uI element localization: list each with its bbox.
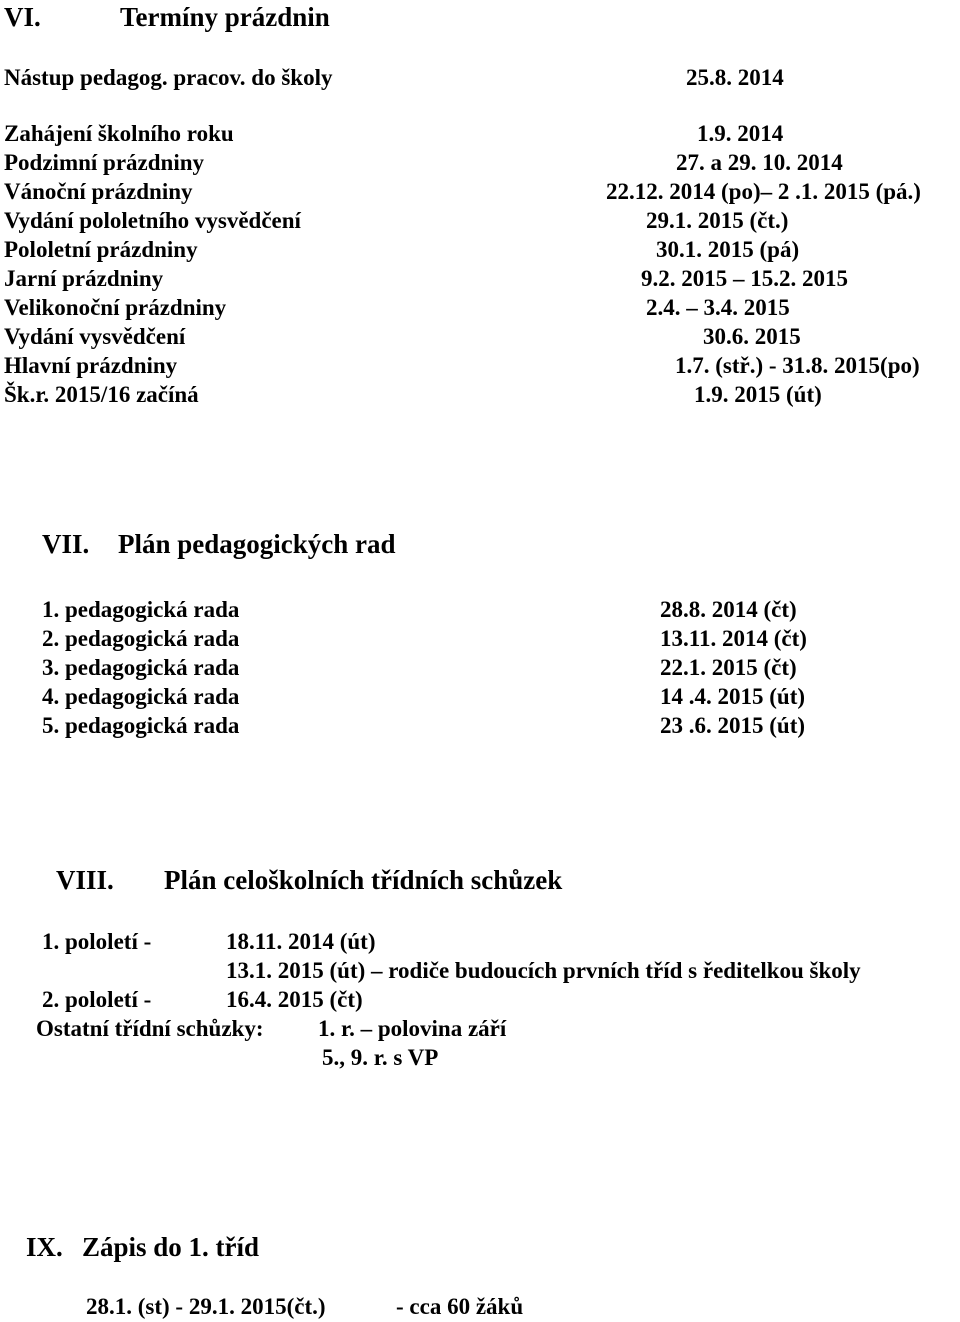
section-8-title: Plán celoškolních třídních schůzek xyxy=(164,865,563,895)
holiday-label: Vydání pololetního vysvědčení xyxy=(4,208,301,233)
meeting-value: 1. r. – polovina září xyxy=(318,1016,507,1041)
section-6-title: Termíny prázdnin xyxy=(120,2,330,32)
holiday-value: 1.9. 2015 (út) xyxy=(694,382,822,407)
meeting-value: 18.11. 2014 (út) xyxy=(226,929,376,954)
holiday-label: Pololetní prázdniny xyxy=(4,237,198,262)
holiday-label: Vydání vysvědčení xyxy=(4,324,186,349)
council-date: 14 .4. 2015 (út) xyxy=(660,684,806,709)
holiday-value: 25.8. 2014 xyxy=(686,65,784,90)
enrollment-dates: 28.1. (st) - 29.1. 2015(čt.) xyxy=(86,1294,326,1319)
section-8-number: VIII. xyxy=(56,865,114,895)
holiday-value: 1.7. (stř.) - 31.8. 2015(po) xyxy=(675,353,920,378)
council-date: 22.1. 2015 (čt) xyxy=(660,655,797,680)
council-date: 13.11. 2014 (čt) xyxy=(660,626,807,651)
council-label: 1. pedagogická rada xyxy=(42,597,240,622)
meeting-label: Ostatní třídní schůzky: xyxy=(36,1016,264,1041)
holiday-label: Šk.r. 2015/16 začíná xyxy=(4,382,199,407)
section-7-number: VII. xyxy=(42,529,90,559)
holiday-value: 22.12. 2014 (po)– 2 .1. 2015 (pá.) xyxy=(606,179,921,204)
section-7-title: Plán pedagogických rad xyxy=(118,529,396,559)
meeting-label: 2. pololetí - xyxy=(42,987,152,1012)
holiday-label: Vánoční prázdniny xyxy=(4,179,193,204)
council-date: 23 .6. 2015 (út) xyxy=(660,713,806,738)
council-date: 28.8. 2014 (čt) xyxy=(660,597,797,622)
holiday-value: 29.1. 2015 (čt.) xyxy=(646,208,789,233)
holiday-value: 2.4. – 3.4. 2015 xyxy=(646,295,790,320)
holiday-value: 30.6. 2015 xyxy=(703,324,801,349)
holiday-label: Podzimní prázdniny xyxy=(4,150,205,175)
holiday-label: Hlavní prázdniny xyxy=(4,353,178,378)
section-9-number: IX. xyxy=(26,1232,63,1262)
enrollment-count: - cca 60 žáků xyxy=(396,1294,524,1319)
holiday-value: 30.1. 2015 (pá) xyxy=(656,237,800,262)
holiday-value: 9.2. 2015 – 15.2. 2015 xyxy=(641,266,848,291)
meeting-value: 13.1. 2015 (út) – rodiče budoucích prvních tříd s ředitelkou školy xyxy=(226,958,861,983)
holiday-value: 27. a 29. 10. 2014 xyxy=(676,150,843,175)
meeting-value: 5., 9. r. s VP xyxy=(322,1045,439,1070)
holiday-label: Jarní prázdniny xyxy=(4,266,164,291)
section-6-number: VI. xyxy=(4,2,41,32)
section-9-title: Zápis do 1. tříd xyxy=(82,1232,260,1262)
council-label: 3. pedagogická rada xyxy=(42,655,240,680)
holiday-label: Velikonoční prázdniny xyxy=(4,295,227,320)
meeting-value: 16.4. 2015 (čt) xyxy=(226,987,363,1012)
council-label: 2. pedagogická rada xyxy=(42,626,240,651)
holiday-label: Nástup pedagog. pracov. do školy xyxy=(4,65,333,90)
council-label: 4. pedagogická rada xyxy=(42,684,240,709)
meeting-label: 1. pololetí - xyxy=(42,929,152,954)
holiday-label: Zahájení školního roku xyxy=(4,121,234,146)
council-label: 5. pedagogická rada xyxy=(42,713,240,738)
holiday-value: 1.9. 2014 xyxy=(697,121,784,146)
